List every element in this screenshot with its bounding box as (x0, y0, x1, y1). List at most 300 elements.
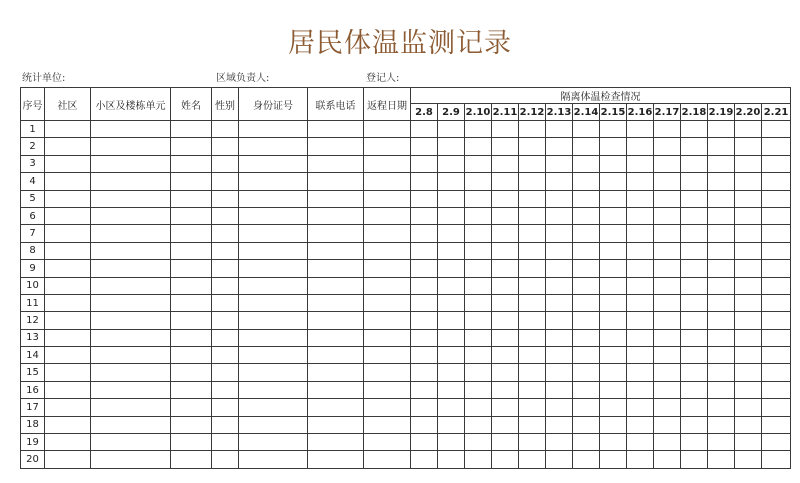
table-cell[interactable] (171, 381, 212, 398)
table-cell[interactable] (735, 277, 762, 294)
table-cell[interactable] (519, 364, 546, 381)
table-cell[interactable] (308, 451, 364, 469)
table-cell[interactable] (627, 121, 654, 138)
table-cell[interactable] (45, 242, 91, 259)
table-cell[interactable] (546, 277, 573, 294)
table-cell[interactable] (91, 121, 171, 138)
table-cell[interactable] (654, 434, 681, 451)
table-cell[interactable] (681, 242, 708, 259)
table-cell[interactable] (171, 121, 212, 138)
table-cell[interactable] (681, 121, 708, 138)
table-cell[interactable] (654, 138, 681, 155)
table-cell[interactable] (573, 434, 600, 451)
table-cell[interactable] (573, 242, 600, 259)
table-cell[interactable] (627, 277, 654, 294)
table-cell[interactable] (45, 381, 91, 398)
table-cell[interactable] (239, 155, 308, 172)
table-cell[interactable] (212, 173, 239, 190)
table-cell[interactable] (364, 242, 411, 259)
table-cell[interactable] (492, 347, 519, 364)
table-cell[interactable] (735, 451, 762, 469)
table-cell[interactable] (600, 121, 627, 138)
table-cell[interactable] (762, 347, 791, 364)
table-cell[interactable] (308, 434, 364, 451)
table-cell[interactable] (762, 277, 791, 294)
table-cell[interactable] (546, 451, 573, 469)
table-cell[interactable] (573, 173, 600, 190)
table-cell[interactable] (546, 138, 573, 155)
table-cell[interactable] (212, 329, 239, 346)
table-cell[interactable] (654, 312, 681, 329)
table-cell[interactable] (627, 434, 654, 451)
table-cell[interactable] (91, 242, 171, 259)
table-cell[interactable] (627, 225, 654, 242)
table-cell[interactable] (708, 347, 735, 364)
table-cell[interactable] (465, 242, 492, 259)
table-cell[interactable] (438, 173, 465, 190)
table-cell[interactable] (654, 347, 681, 364)
table-cell[interactable] (308, 207, 364, 224)
table-cell[interactable] (438, 138, 465, 155)
table-cell[interactable] (600, 277, 627, 294)
table-cell[interactable] (212, 434, 239, 451)
table-cell[interactable] (171, 277, 212, 294)
table-cell[interactable] (735, 364, 762, 381)
table-cell[interactable] (600, 173, 627, 190)
table-cell[interactable] (91, 277, 171, 294)
table-cell[interactable] (600, 207, 627, 224)
table-cell[interactable] (212, 242, 239, 259)
table-cell[interactable] (681, 434, 708, 451)
table-cell[interactable] (308, 364, 364, 381)
table-cell[interactable] (762, 312, 791, 329)
table-cell[interactable] (411, 294, 438, 311)
table-cell[interactable] (762, 155, 791, 172)
table-cell[interactable] (239, 381, 308, 398)
table-cell[interactable] (519, 225, 546, 242)
table-cell[interactable] (762, 207, 791, 224)
table-cell[interactable] (45, 121, 91, 138)
table-cell[interactable] (465, 138, 492, 155)
table-cell[interactable] (735, 260, 762, 277)
table-cell[interactable] (573, 138, 600, 155)
table-cell[interactable] (239, 225, 308, 242)
table-cell[interactable] (627, 242, 654, 259)
table-cell[interactable] (91, 155, 171, 172)
table-cell[interactable] (600, 242, 627, 259)
table-cell[interactable] (492, 277, 519, 294)
table-cell[interactable] (465, 190, 492, 207)
table-cell[interactable] (239, 207, 308, 224)
table-cell[interactable] (171, 138, 212, 155)
table-cell[interactable] (438, 190, 465, 207)
table-cell[interactable] (171, 242, 212, 259)
table-cell[interactable] (239, 277, 308, 294)
table-cell[interactable] (171, 173, 212, 190)
table-cell[interactable] (573, 225, 600, 242)
table-cell[interactable] (762, 190, 791, 207)
table-cell[interactable] (212, 347, 239, 364)
table-cell[interactable] (492, 329, 519, 346)
table-cell[interactable] (546, 190, 573, 207)
table-cell[interactable] (91, 207, 171, 224)
table-cell[interactable] (438, 294, 465, 311)
table-cell[interactable] (735, 434, 762, 451)
table-cell[interactable] (573, 207, 600, 224)
table-cell[interactable] (45, 260, 91, 277)
table-cell[interactable] (364, 225, 411, 242)
table-cell[interactable] (627, 416, 654, 433)
table-cell[interactable] (45, 434, 91, 451)
table-cell[interactable] (239, 329, 308, 346)
table-cell[interactable] (735, 329, 762, 346)
table-cell[interactable] (519, 399, 546, 416)
table-cell[interactable] (171, 416, 212, 433)
table-cell[interactable] (411, 434, 438, 451)
table-cell[interactable] (308, 416, 364, 433)
table-cell[interactable] (492, 399, 519, 416)
table-cell[interactable] (627, 329, 654, 346)
table-cell[interactable] (519, 347, 546, 364)
table-cell[interactable] (465, 155, 492, 172)
table-cell[interactable] (411, 451, 438, 469)
table-cell[interactable] (681, 294, 708, 311)
table-cell[interactable] (438, 121, 465, 138)
table-cell[interactable] (45, 416, 91, 433)
table-cell[interactable] (627, 381, 654, 398)
table-cell[interactable] (239, 242, 308, 259)
table-cell[interactable] (212, 364, 239, 381)
table-cell[interactable] (364, 190, 411, 207)
table-cell[interactable] (654, 155, 681, 172)
table-cell[interactable] (546, 364, 573, 381)
table-cell[interactable] (91, 225, 171, 242)
table-cell[interactable] (171, 207, 212, 224)
table-cell[interactable] (708, 329, 735, 346)
table-cell[interactable] (465, 381, 492, 398)
table-cell[interactable] (212, 277, 239, 294)
table-cell[interactable] (465, 294, 492, 311)
table-cell[interactable] (239, 434, 308, 451)
table-cell[interactable] (212, 294, 239, 311)
table-cell[interactable] (735, 225, 762, 242)
table-cell[interactable] (573, 381, 600, 398)
table-cell[interactable] (681, 364, 708, 381)
table-cell[interactable] (91, 329, 171, 346)
table-cell[interactable] (411, 277, 438, 294)
table-cell[interactable] (364, 364, 411, 381)
table-cell[interactable] (627, 451, 654, 469)
table-cell[interactable] (465, 207, 492, 224)
table-cell[interactable] (627, 364, 654, 381)
table-cell[interactable] (600, 312, 627, 329)
table-cell[interactable] (519, 277, 546, 294)
table-cell[interactable] (654, 121, 681, 138)
table-cell[interactable] (654, 277, 681, 294)
table-cell[interactable] (492, 364, 519, 381)
table-cell[interactable] (681, 399, 708, 416)
table-cell[interactable] (546, 434, 573, 451)
table-cell[interactable] (762, 242, 791, 259)
table-cell[interactable] (465, 364, 492, 381)
table-cell[interactable] (519, 138, 546, 155)
table-cell[interactable] (308, 399, 364, 416)
table-cell[interactable] (45, 207, 91, 224)
table-cell[interactable] (546, 347, 573, 364)
table-cell[interactable] (411, 364, 438, 381)
table-cell[interactable] (762, 416, 791, 433)
table-cell[interactable] (239, 347, 308, 364)
table-cell[interactable] (546, 207, 573, 224)
table-cell[interactable] (519, 434, 546, 451)
table-cell[interactable] (519, 190, 546, 207)
table-cell[interactable] (708, 399, 735, 416)
table-cell[interactable] (708, 173, 735, 190)
table-cell[interactable] (492, 312, 519, 329)
table-cell[interactable] (91, 260, 171, 277)
table-cell[interactable] (171, 451, 212, 469)
table-cell[interactable] (465, 434, 492, 451)
table-cell[interactable] (600, 155, 627, 172)
table-cell[interactable] (654, 242, 681, 259)
table-cell[interactable] (438, 260, 465, 277)
table-cell[interactable] (45, 155, 91, 172)
table-cell[interactable] (438, 434, 465, 451)
table-cell[interactable] (91, 364, 171, 381)
table-cell[interactable] (762, 138, 791, 155)
table-cell[interactable] (762, 451, 791, 469)
table-cell[interactable] (492, 207, 519, 224)
table-cell[interactable] (45, 294, 91, 311)
table-cell[interactable] (212, 207, 239, 224)
table-cell[interactable] (91, 173, 171, 190)
table-cell[interactable] (492, 121, 519, 138)
table-cell[interactable] (45, 173, 91, 190)
table-cell[interactable] (45, 347, 91, 364)
table-cell[interactable] (762, 121, 791, 138)
table-cell[interactable] (411, 242, 438, 259)
table-cell[interactable] (708, 207, 735, 224)
table-cell[interactable] (438, 416, 465, 433)
table-cell[interactable] (492, 434, 519, 451)
table-cell[interactable] (492, 381, 519, 398)
table-cell[interactable] (364, 121, 411, 138)
table-cell[interactable] (465, 312, 492, 329)
table-cell[interactable] (546, 294, 573, 311)
table-cell[interactable] (654, 381, 681, 398)
table-cell[interactable] (364, 294, 411, 311)
table-cell[interactable] (411, 329, 438, 346)
table-cell[interactable] (438, 399, 465, 416)
table-cell[interactable] (364, 277, 411, 294)
table-cell[interactable] (762, 260, 791, 277)
table-cell[interactable] (411, 207, 438, 224)
table-cell[interactable] (762, 294, 791, 311)
table-cell[interactable] (627, 399, 654, 416)
table-cell[interactable] (573, 364, 600, 381)
table-cell[interactable] (573, 451, 600, 469)
table-cell[interactable] (627, 207, 654, 224)
table-cell[interactable] (681, 190, 708, 207)
table-cell[interactable] (465, 173, 492, 190)
table-cell[interactable] (91, 294, 171, 311)
table-cell[interactable] (600, 434, 627, 451)
table-cell[interactable] (239, 294, 308, 311)
table-cell[interactable] (519, 207, 546, 224)
table-cell[interactable] (212, 121, 239, 138)
table-cell[interactable] (239, 121, 308, 138)
table-cell[interactable] (411, 312, 438, 329)
table-cell[interactable] (438, 381, 465, 398)
table-cell[interactable] (708, 225, 735, 242)
table-cell[interactable] (364, 381, 411, 398)
table-cell[interactable] (519, 451, 546, 469)
table-cell[interactable] (308, 312, 364, 329)
table-cell[interactable] (519, 329, 546, 346)
table-cell[interactable] (762, 225, 791, 242)
table-cell[interactable] (600, 364, 627, 381)
table-cell[interactable] (239, 190, 308, 207)
table-cell[interactable] (171, 294, 212, 311)
table-cell[interactable] (171, 260, 212, 277)
table-cell[interactable] (600, 294, 627, 311)
table-cell[interactable] (573, 155, 600, 172)
table-cell[interactable] (171, 364, 212, 381)
table-cell[interactable] (411, 381, 438, 398)
table-cell[interactable] (519, 312, 546, 329)
table-cell[interactable] (465, 277, 492, 294)
table-cell[interactable] (212, 399, 239, 416)
table-cell[interactable] (239, 364, 308, 381)
table-cell[interactable] (171, 434, 212, 451)
table-cell[interactable] (735, 347, 762, 364)
table-cell[interactable] (546, 399, 573, 416)
table-cell[interactable] (438, 312, 465, 329)
table-cell[interactable] (681, 416, 708, 433)
table-cell[interactable] (519, 155, 546, 172)
table-cell[interactable] (681, 207, 708, 224)
table-cell[interactable] (681, 347, 708, 364)
table-cell[interactable] (519, 242, 546, 259)
table-cell[interactable] (492, 260, 519, 277)
table-cell[interactable] (438, 329, 465, 346)
table-cell[interactable] (411, 399, 438, 416)
table-cell[interactable] (45, 277, 91, 294)
table-cell[interactable] (681, 138, 708, 155)
table-cell[interactable] (438, 207, 465, 224)
table-cell[interactable] (519, 416, 546, 433)
table-cell[interactable] (492, 294, 519, 311)
table-cell[interactable] (627, 190, 654, 207)
table-cell[interactable] (654, 190, 681, 207)
table-cell[interactable] (627, 260, 654, 277)
table-cell[interactable] (364, 138, 411, 155)
table-cell[interactable] (573, 277, 600, 294)
table-cell[interactable] (171, 347, 212, 364)
table-cell[interactable] (735, 155, 762, 172)
table-cell[interactable] (654, 225, 681, 242)
table-cell[interactable] (45, 329, 91, 346)
table-cell[interactable] (465, 260, 492, 277)
table-cell[interactable] (364, 416, 411, 433)
table-cell[interactable] (411, 121, 438, 138)
table-cell[interactable] (438, 225, 465, 242)
table-cell[interactable] (411, 190, 438, 207)
table-cell[interactable] (364, 347, 411, 364)
table-cell[interactable] (308, 277, 364, 294)
table-cell[interactable] (708, 381, 735, 398)
table-cell[interactable] (239, 138, 308, 155)
table-cell[interactable] (519, 260, 546, 277)
table-cell[interactable] (546, 155, 573, 172)
table-cell[interactable] (45, 190, 91, 207)
table-cell[interactable] (519, 121, 546, 138)
table-cell[interactable] (411, 260, 438, 277)
table-cell[interactable] (654, 329, 681, 346)
table-cell[interactable] (465, 451, 492, 469)
table-cell[interactable] (654, 364, 681, 381)
table-cell[interactable] (212, 138, 239, 155)
table-cell[interactable] (708, 260, 735, 277)
table-cell[interactable] (708, 155, 735, 172)
table-cell[interactable] (308, 190, 364, 207)
table-cell[interactable] (492, 451, 519, 469)
table-cell[interactable] (308, 225, 364, 242)
table-cell[interactable] (492, 173, 519, 190)
table-cell[interactable] (708, 190, 735, 207)
table-cell[interactable] (308, 381, 364, 398)
table-cell[interactable] (212, 225, 239, 242)
table-cell[interactable] (654, 294, 681, 311)
table-cell[interactable] (735, 381, 762, 398)
table-cell[interactable] (681, 260, 708, 277)
table-cell[interactable] (91, 399, 171, 416)
table-cell[interactable] (91, 347, 171, 364)
table-cell[interactable] (438, 242, 465, 259)
table-cell[interactable] (708, 121, 735, 138)
table-cell[interactable] (546, 329, 573, 346)
table-cell[interactable] (91, 138, 171, 155)
table-cell[interactable] (573, 347, 600, 364)
table-cell[interactable] (546, 416, 573, 433)
table-cell[interactable] (91, 434, 171, 451)
table-cell[interactable] (519, 381, 546, 398)
table-cell[interactable] (519, 294, 546, 311)
table-cell[interactable] (546, 173, 573, 190)
table-cell[interactable] (91, 312, 171, 329)
table-cell[interactable] (600, 381, 627, 398)
table-cell[interactable] (546, 242, 573, 259)
table-cell[interactable] (573, 416, 600, 433)
table-cell[interactable] (546, 225, 573, 242)
table-cell[interactable] (411, 416, 438, 433)
table-cell[interactable] (492, 155, 519, 172)
table-cell[interactable] (308, 242, 364, 259)
table-cell[interactable] (364, 312, 411, 329)
table-cell[interactable] (627, 347, 654, 364)
table-cell[interactable] (600, 347, 627, 364)
table-cell[interactable] (465, 416, 492, 433)
table-cell[interactable] (681, 277, 708, 294)
table-cell[interactable] (492, 225, 519, 242)
table-cell[interactable] (465, 329, 492, 346)
table-cell[interactable] (411, 347, 438, 364)
table-cell[interactable] (411, 155, 438, 172)
table-cell[interactable] (45, 451, 91, 469)
table-cell[interactable] (465, 225, 492, 242)
table-cell[interactable] (212, 155, 239, 172)
table-cell[interactable] (45, 399, 91, 416)
